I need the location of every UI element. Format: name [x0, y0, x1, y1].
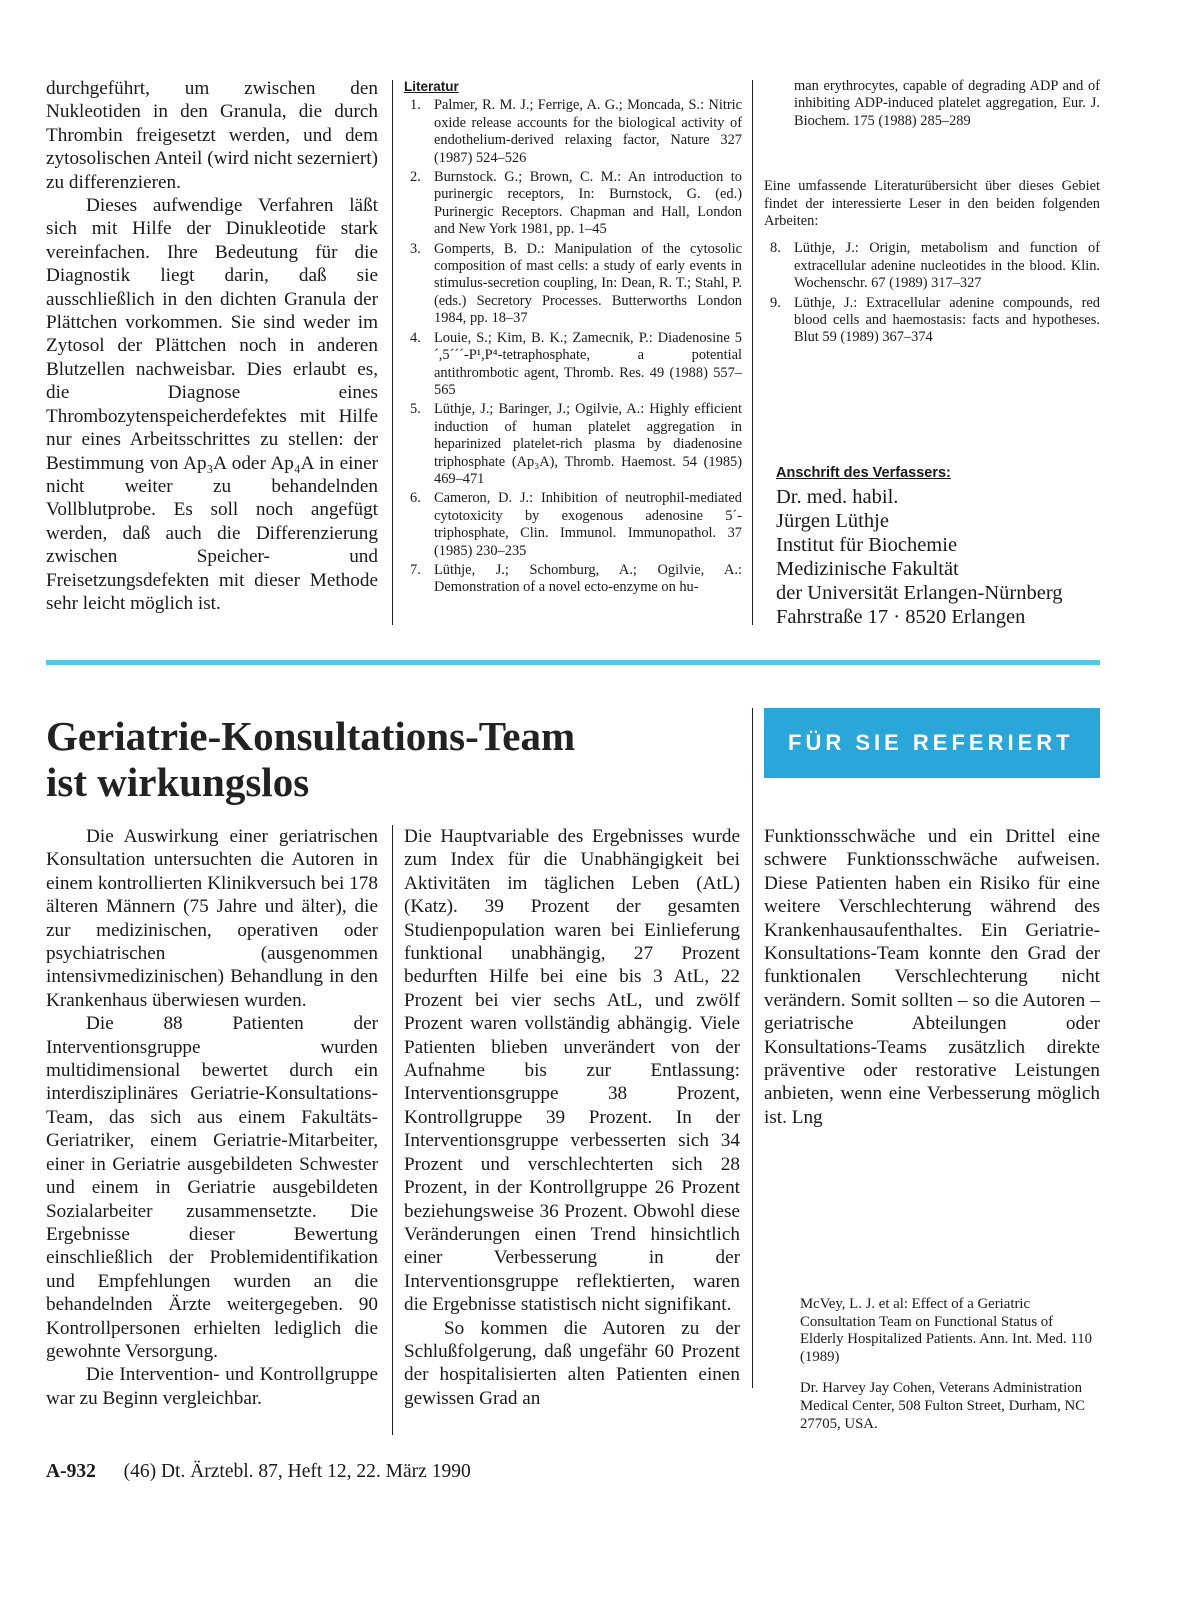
address-block [776, 485, 1116, 629]
reference-item: 2. Burnstock. G.; Brown, C. M.: An introduction to purinergic receptors, In: Burnstock, G. (ed.) Purinergic Receptors. Chapman and Hall, London and New York 1981, pp. 1–45 [410, 169, 742, 238]
article-column-3 [764, 825, 1100, 1129]
address-line: Institut für Biochemie [776, 534, 958, 556]
article-paragraph: Die 88 Patienten der Interventionsgruppe wurden multidimensional bewertet durch ein interdisziplinäres Geriatrie-Konsultations-Team, das sich aus einem Fakultäts-Geriatriker, einem Geriatrie-Mitarbeiter, einer in Geriatrie ausgebildeten Schwester und einem in Geriatrie ausgebildeten Sozialarbeiter zusammensetzte. Die Ergebnisse dieser Bewertung einschließlich der Problemidentifikation und Empfehlungen wurden an die behandelnden Ärzte weitergegeben. 90 Kontrollpersonen erhielten lediglich die gewohnte Versorgung. [46, 1013, 378, 1362]
article-paragraph: So kommen die Autoren zu der Schlußfolgerung, daß ungefähr 60 Prozent der hospitalisierten alten Patienten einen gewissen Grad an [404, 1317, 740, 1409]
article-column-2 [404, 825, 740, 1410]
address-line: der Universität Erlangen-Nürnberg [776, 582, 1063, 604]
column-divider [752, 708, 753, 1388]
article-title: Geriatrie-Konsultations-Team ist wirkungslos [46, 713, 576, 805]
reference-item: 7. Lüthje, J.; Schomburg, A.; Ogilvie, A.: Demonstration of a novel ecto-enzyme on hu- [410, 561, 742, 596]
source-contact: Dr. Harvey Jay Cohen, Veterans Administration Medical Center, 508 Fulton Street, Durham, NC 27705, USA. [800, 1380, 1086, 1432]
reference-item: 4. Louie, S.; Kim, B. K.; Zamecnik, P.: Diadenosine 5´,5´´´-P¹,P⁴-tetraphosphate, a potential antithrombotic agent, Thromb. Res. 49 (1988) 557–565 [410, 329, 742, 398]
top-col1-paragraph: durchgeführt, um zwischen den Nukleotiden in den Granula, die durch Thrombin freigesetzt werden, und dem zytosolischen Anteil (wird nicht sezerniert) zu differenzieren. [46, 78, 378, 193]
top-col1-paragraph: Dieses aufwendige Verfahren läßt sich mit Hilfe der Dinukleotide stark vereinfachen. Ihre Bedeutung für die Diagnostik liegt darin, daß sie ausschließlich in den dichten Granula der Plättchen vorkommen. Sie sind weder im Zytosol der Plättchen noch in anderen Blutzellen nachweisbar. Dies erlaubt es, die Diagnose eines Thrombozytenspeicherdefektes mit Hilfe nur eines Arbeitsschrittes zu stellen: der Bestimmung von Ap₃A oder Ap₄A in einer nicht weiter zu behandelnden Vollblutprobe. Es soll noch angefügt werden, daß auch die Differenzierung zwischen Speicher- und Freisetzungsdefekten mit dieser Methode sehr leicht möglich ist. [46, 195, 378, 614]
reference-item: 5. Lüthje, J.; Baringer, J.; Ogilvie, A.: Highly efficient induction of human platelet aggregation in heparinized platelet-rich plasma by diadenosine triphosphate (Ap₃A), Thromb. Haemost. 54 (1985) 469–471 [410, 401, 742, 487]
article-paragraph: Die Hauptvariable des Ergebnisses wurde zum Index für die Unabhängigkeit bei Aktivitäten im täglichen Leben (AtL) (Katz). 39 Prozent der gesamten Studienpopulation waren bei Einlieferung funktional unabhängig, 27 Prozent bedurften Hilfe bei eine bis 3 AtL, 22 Prozent bei vier sechs AtL, und zwölf Prozent waren vollständig abhängig. Viele Patienten blieben unverändert von der Aufnahme bis zur Entlassung: Interventionsgruppe 38 Prozent, Kontrollgruppe 39 Prozent. In der Interventionsgruppe verbesserten sich 34 Prozent und verschlechterten sich 28 Prozent, in der Kontrollgruppe 26 Prozent beziehungsweise 36 Prozent. Obwohl diese Veränderungen einen Trend hinsichtlich einer Verbesserung in der Interventionsgruppe reflektierten, waren die Ergebnisse statistisch nicht signifikant. [404, 826, 740, 1316]
column-divider [752, 80, 753, 625]
page-id: A-932 [46, 1461, 96, 1482]
reference-item: 9. Lüthje, J.: Extracellular adenine compounds, red blood cells and haemostasis: facts and hypotheses. Blut 59 (1989) 367–374 [770, 294, 1100, 346]
reference-item: 8. Lüthje, J.: Origin, metabolism and function of extracellular adenine nucleotides in the blood. Klin. Wochenschr. 67 (1989) 317–327 [770, 240, 1100, 292]
references-column-continued [764, 78, 1100, 349]
reference-item: 1. Palmer, R. M. J.; Ferrige, A. G.; Moncada, S.: Nitric oxide release accounts for the biological activity of endothelium-derived relaxing factor, Nature 327 (1987) 524–526 [410, 97, 742, 166]
source-reference [800, 1296, 1100, 1447]
address-heading: Anschrift des Verfassers: [776, 465, 951, 481]
address-line: Fahrstraße 17 · 8520 Erlangen [776, 606, 1026, 628]
reference-list [404, 97, 742, 596]
page-footer [46, 1461, 746, 1483]
author-address [776, 465, 1116, 629]
article-column-1 [46, 825, 378, 1410]
reference-continuation: man erythrocytes, capable of degrading ADP and of inhibiting ADP-induced platelet aggregation, Eur. J. Biochem. 175 (1988) 285–289 [794, 78, 1100, 129]
address-line: Jürgen Lüthje [776, 510, 889, 532]
banner-label: FÜR SIE REFERIERT [788, 730, 1074, 755]
top-column-1 [46, 77, 378, 615]
article-paragraph: Funktionsschwäche und ein Drittel eine schwere Funktionsschwäche aufweisen. Diese Patienten haben ein Risiko für eine weitere Verschlechterung während des Krankenhausaufenthaltes. Ein Geriatrie-Konsultations-Team konnte den Grad der funktionalen Verschlechterung nicht verändern. Somit sollten – so die Autoren – geriatrische Abteilungen oder Konsultations-Teams zusätzlich direkte präventive oder restorative Leistungen anbieten, wenn eine Verbesserung möglich ist. Lng [764, 826, 1100, 1128]
reference-item: 6. Cameron, D. J.: Inhibition of neutrophil-mediated cytotoxicity by exogenous adenosine 5´-triphosphate, Clin. Immunol. Immunopathol. 37 (1985) 230–235 [410, 490, 742, 559]
article-paragraph: Die Intervention- und Kontrollgruppe war zu Beginn vergleichbar. [46, 1364, 378, 1409]
review-note: Eine umfassende Literaturübersicht über dieses Gebiet findet der interessierte Leser in den beiden folgenden Arbeiten: [764, 178, 1100, 230]
address-line: Dr. med. habil. [776, 486, 899, 508]
literature-heading: Literatur [404, 79, 459, 94]
section-banner [764, 708, 1100, 778]
address-line: Medizinische Fakultät [776, 558, 959, 580]
column-divider [392, 80, 393, 625]
reference-item: 3. Gomperts, B. D.: Manipulation of the cytosolic composition of mast cells: a study of early events in stimulus-secretion coupling, In: Dean, R. T.; Stahl, P. (eds.) Secretory Processes. Butterworths London 1984, pp. 18–37 [410, 240, 742, 327]
reference-list-extra [764, 240, 1100, 346]
section-separator [46, 660, 1100, 665]
references-column [404, 78, 742, 599]
article-paragraph: Die Auswirkung einer geriatrischen Konsultation untersuchten die Autoren in einem kontrollierten Klinikversuch bei 178 älteren Männern (75 Jahre und älter), die zur medizinischen, operativen oder psychiatrischen (ausgenommen intensivmedizinischen) Behandlung in den Krankenhaus überwiesen wurden. [46, 826, 378, 1011]
column-divider [392, 825, 393, 1435]
source-citation: McVey, L. J. et al: Effect of a Geriatric Consultation Team on Functional Status of Elderly Hospitalized Patients. Ann. Int. Med. 110 (1989) [800, 1296, 1093, 1365]
issue-info: (46) Dt. Ärztebl. 87, Heft 12, 22. März 1990 [123, 1461, 471, 1482]
